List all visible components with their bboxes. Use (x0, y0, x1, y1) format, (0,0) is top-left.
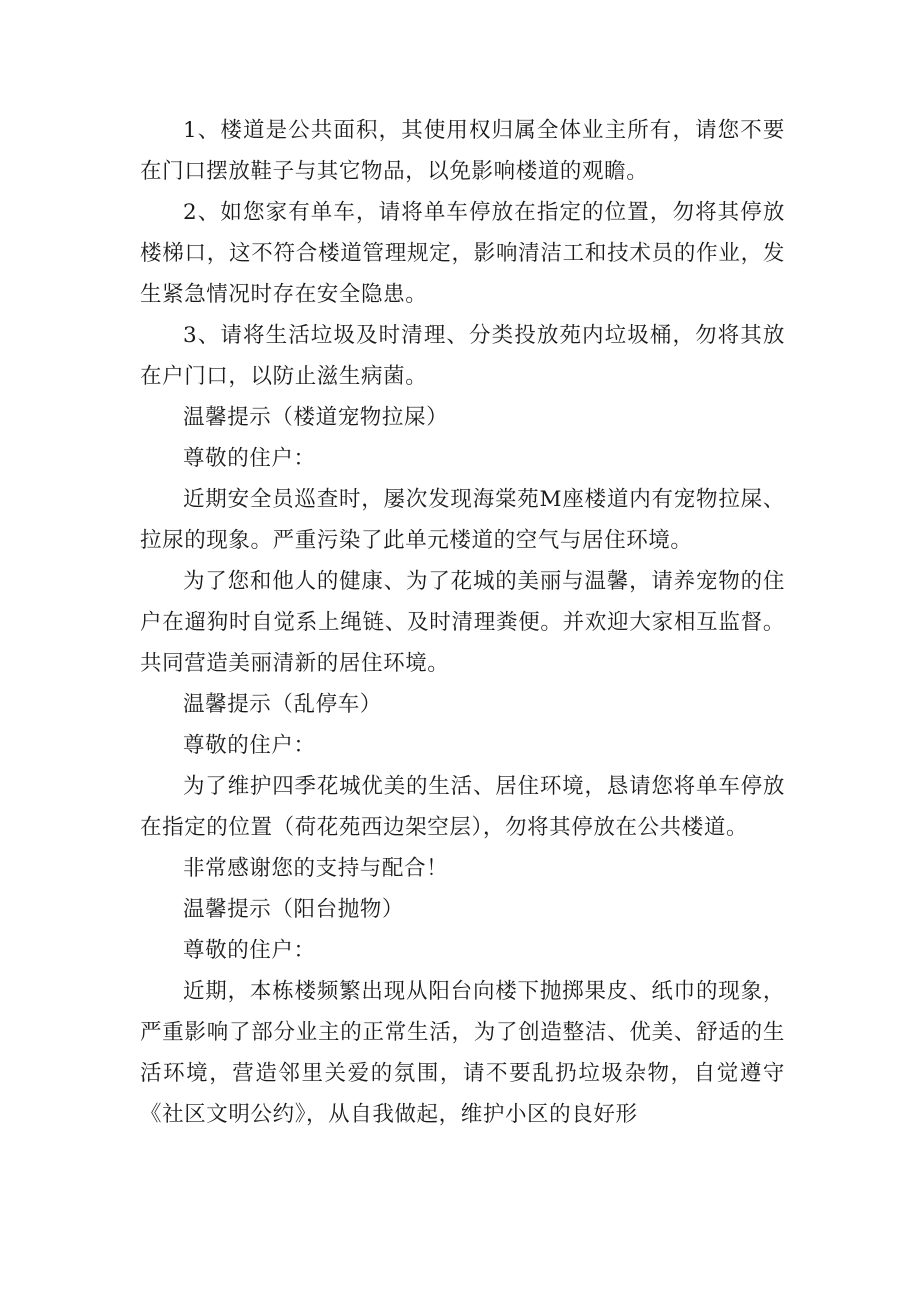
notice-heading-balcony: 温馨提示（阳台抛物） (183, 897, 405, 922)
notice-item-1: 1、楼道是公共面积，其使用权归属全体业主所有，请您不要在门口摆放鞋子与其它物品，以免影响楼道的观瞻。 (140, 118, 785, 184)
salutation-balcony: 尊敬的住户： (183, 938, 316, 963)
salutation-parking: 尊敬的住户： (183, 733, 316, 758)
notice-heading-pet: 温馨提示（楼道宠物拉屎） (183, 405, 449, 430)
notice-heading-parking: 温馨提示（乱停车） (183, 692, 382, 717)
salutation-pet: 尊敬的住户： (183, 446, 316, 471)
notice-item-3: 3、请将生活垃圾及时清理、分类投放苑内垃圾桶，勿将其放在户门口，以防止滋生病菌。 (140, 323, 785, 389)
balcony-body: 近期，本栋楼频繁出现从阳台向楼下抛掷果皮、纸巾的现象，严重影响了部分业主的正常生活，为了创造整洁、优美、舒适的生活环境，营造邻里关爱的氛围，请不要乱扔垃圾杂物，自觉遵守《社区文明公约》，从自我做起，维护小区的良好形 (140, 979, 785, 1127)
pet-body-2: 为了您和他人的健康、为了花城的美丽与温馨，请养宠物的住户在遛狗时自觉系上绳链、及时清理粪便。并欢迎大家相互监督。共同营造美丽清新的居住环境。 (140, 569, 785, 676)
parking-body: 为了维护四季花城优美的生活、居住环境，恳请您将单车停放在指定的位置（荷花苑西边架空层），勿将其停放在公共楼道。 (140, 774, 785, 840)
document-body (140, 110, 785, 1135)
parking-thanks: 非常感谢您的支持与配合！ (183, 856, 449, 881)
pet-body-1: 近期安全员巡查时，屡次发现海棠苑M座楼道内有宠物拉屎、拉尿的现象。严重污染了此单元楼道的空气与居住环境。 (140, 487, 785, 553)
notice-item-2: 2、如您家有单车，请将单车停放在指定的位置，勿将其停放楼梯口，这不符合楼道管理规定，影响清洁工和技术员的作业，发生紧急情况时存在安全隐患。 (140, 200, 785, 307)
